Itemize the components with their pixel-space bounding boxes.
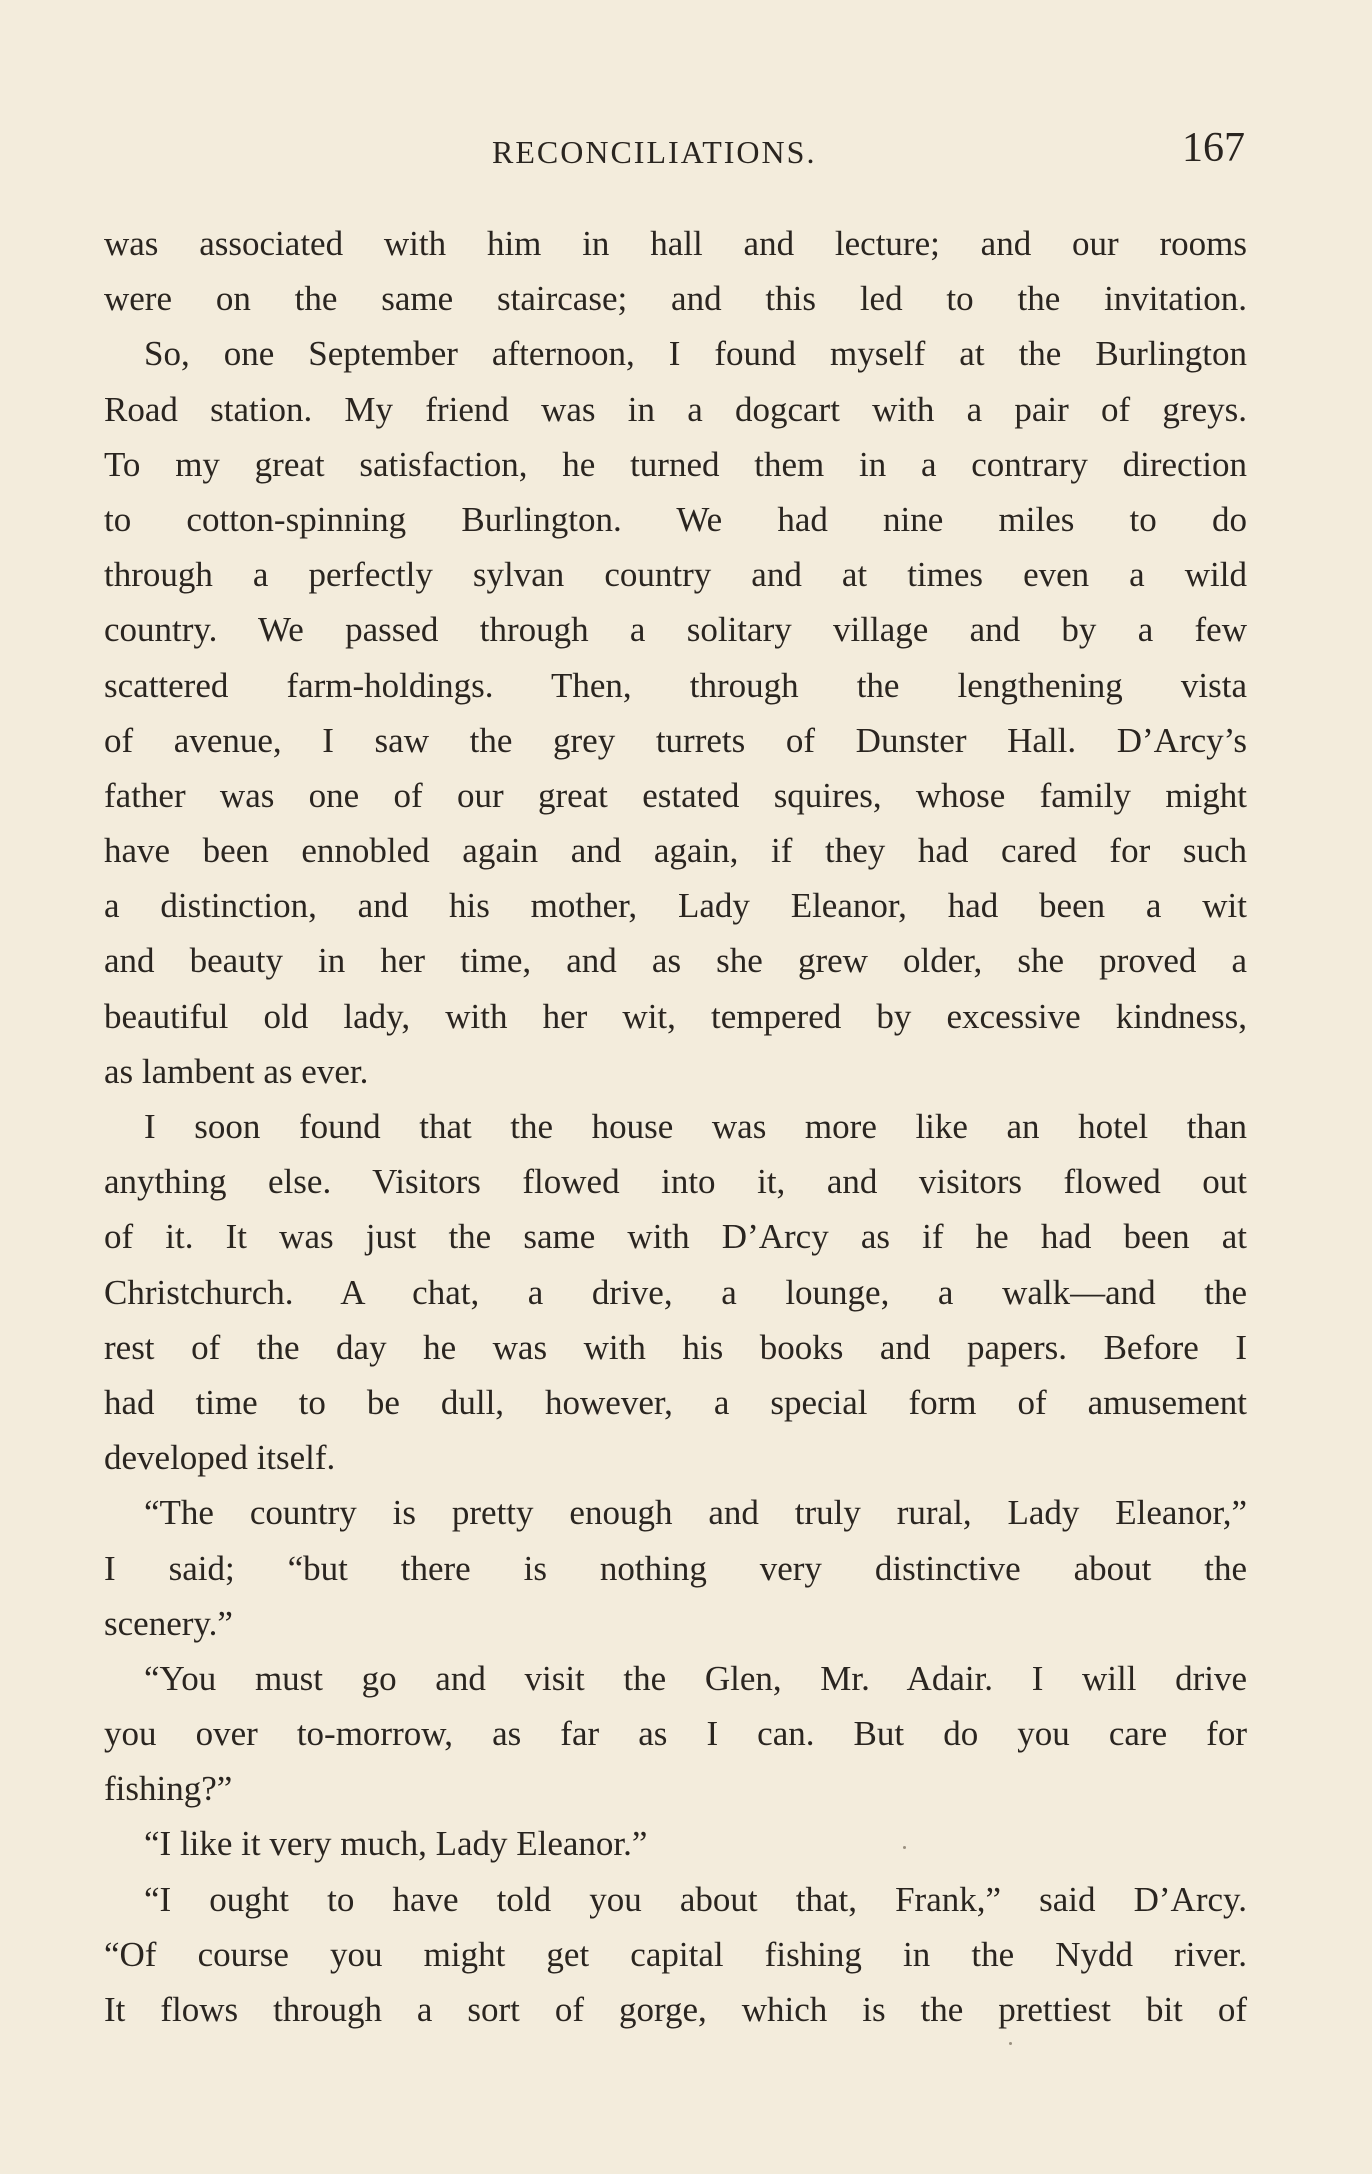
- text-line: of it. It was just the same with D’Arcy as if he had been at: [104, 1217, 1247, 1257]
- text-line: were on the same staircase; and this led to the invitation.: [104, 279, 1247, 319]
- text-line: and beauty in her time, and as she grew older, she proved a: [104, 941, 1247, 981]
- text-line: scenery.”: [104, 1603, 233, 1643]
- page-number: 167: [1182, 125, 1245, 171]
- paper-speck: [903, 1846, 906, 1849]
- text-line: I said; “but there is nothing very distinctive about the: [104, 1548, 1247, 1588]
- text-line: So, one September afternoon, I found myself at the Burlington: [144, 334, 1247, 374]
- running-head: [0, 124, 1372, 174]
- text-line: was associated with him in hall and lecture; and our rooms: [104, 224, 1247, 263]
- text-line: It flows through a sort of gorge, which is the prettiest bit of: [104, 1990, 1247, 2029]
- text-line: “I ought to have told you about that, Frank,” said D’Arcy.: [144, 1879, 1247, 1919]
- text-line: “The country is pretty enough and truly rural, Lady Eleanor,”: [144, 1493, 1247, 1533]
- text-line: rest of the day he was with his books and papers. Before I: [104, 1327, 1247, 1367]
- text-line: beautiful old lady, with her wit, tempered by excessive kindness,: [104, 996, 1247, 1036]
- text-line: scattered farm-holdings. Then, through the lengthening vista: [104, 665, 1247, 705]
- text-line: To my great satisfaction, he turned them in a contrary direction: [104, 444, 1247, 484]
- text-line: a distinction, and his mother, Lady Eleanor, had been a wit: [104, 886, 1247, 926]
- text-line: fishing?”: [104, 1769, 233, 1809]
- text-line: anything else. Visitors flowed into it, and visitors flowed out: [104, 1162, 1247, 1202]
- text-line: of avenue, I saw the grey turrets of Dunster Hall. D’Arcy’s: [104, 720, 1247, 760]
- text-line: Road station. My friend was in a dogcart with a pair of greys.: [104, 389, 1247, 429]
- text-line: father was one of our great estated squires, whose family might: [104, 775, 1247, 815]
- text-line: “Of course you might get capital fishing in the Nydd river.: [104, 1934, 1247, 1974]
- text-line: “You must go and visit the Glen, Mr. Adair. I will drive: [144, 1658, 1247, 1698]
- text-line: Christchurch. A chat, a drive, a lounge, a walk—and the: [104, 1272, 1247, 1312]
- text-line: “I like it very much, Lady Eleanor.”: [144, 1824, 648, 1864]
- text-line: you over to-morrow, as far as I can. But do you care for: [104, 1714, 1247, 1754]
- paper-speck: [1009, 2042, 1012, 2045]
- text-line: through a perfectly sylvan country and at times even a wild: [104, 555, 1247, 595]
- text-line: have been ennobled again and again, if they had cared for such: [104, 831, 1247, 871]
- text-line: to cotton-spinning Burlington. We had nine miles to do: [104, 499, 1247, 539]
- body-text: [104, 216, 1247, 2037]
- text-line: as lambent as ever.: [104, 1051, 369, 1091]
- text-line: developed itself.: [104, 1438, 336, 1478]
- running-title: RECONCILIATIONS.: [492, 134, 817, 170]
- text-line: had time to be dull, however, a special form of amusement: [104, 1382, 1247, 1422]
- text-line: I soon found that the house was more like an hotel than: [144, 1107, 1247, 1146]
- text-line: country. We passed through a solitary village and by a few: [104, 610, 1247, 650]
